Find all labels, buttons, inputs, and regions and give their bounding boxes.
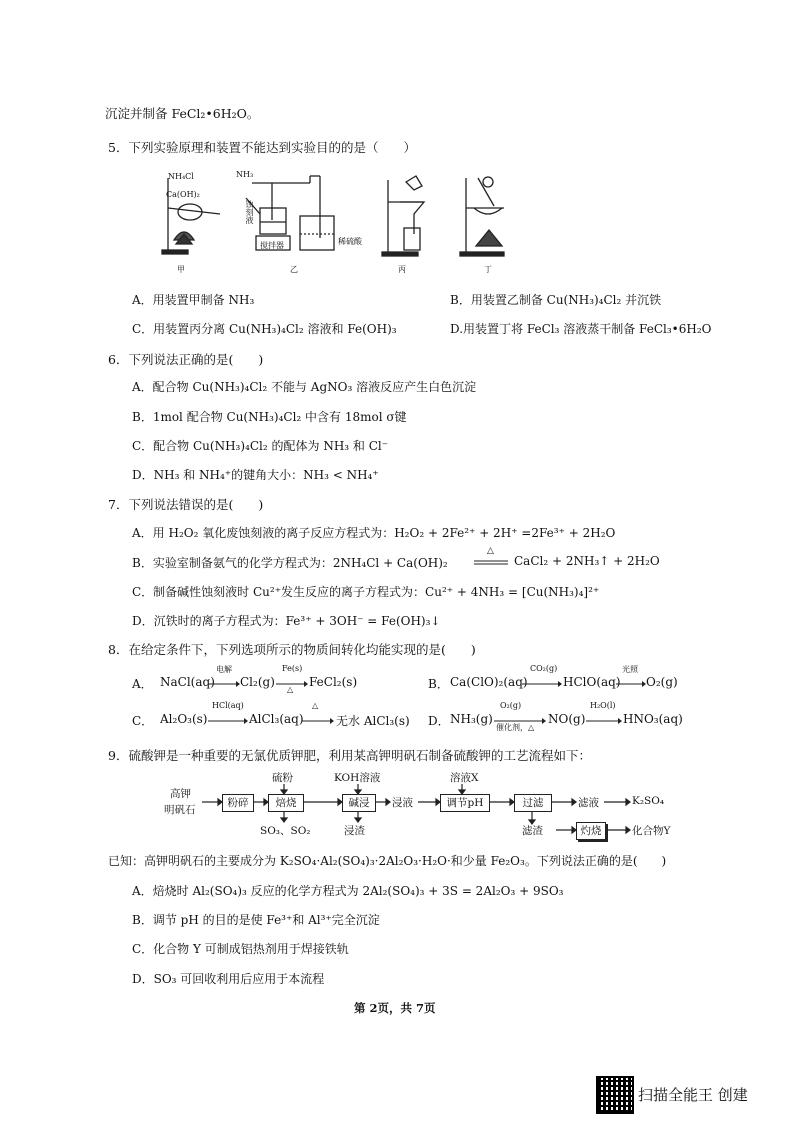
q6-option-a: A．配合物 Cu(NH₃)₄Cl₂ 不能与 AgNO₃ 溶液反应产生白色沉淀 (132, 380, 477, 394)
q8-c-s2: AlCl₃(aq) (249, 712, 304, 726)
flow-step-alkali-leach: 碱浸 (342, 794, 376, 812)
q8-b-s1: Ca(ClO)₂(aq) (450, 675, 528, 689)
q8-c-s1: Al₂O₃(s) (160, 712, 208, 726)
q8-b-c1: CO₂(g) (530, 664, 558, 673)
q6-option-c: C．配合物 Cu(NH₃)₄Cl₂ 的配体为 NH₃ 和 Cl⁻ (132, 439, 389, 453)
yi-etchant: 蚀刻液 (245, 200, 254, 224)
q5-stem: 5．下列实验原理和装置不能达到实验目的的是（ ） (108, 140, 416, 155)
q8-d-c2: H₂O(l) (590, 701, 616, 710)
flow-product-y: 化合物Y (632, 825, 671, 837)
flow-raw-line2: 明矾石 (164, 804, 196, 816)
scanner-watermark: 扫描全能王 创建 (638, 1086, 748, 1104)
q8-d-s3: HNO₃(aq) (623, 712, 683, 726)
label-yi: 乙 (290, 265, 298, 274)
q8-b-s3: O₂(g) (646, 675, 678, 689)
flow-add-koh: KOH溶液 (334, 772, 381, 784)
q7-option-d: D．沉铁时的离子方程式为：Fe³⁺ + 3OH⁻ = Fe(OH)₃↓ (132, 614, 441, 628)
q8-d-s2: NO(g) (548, 712, 586, 726)
q8-c-label: C． (132, 714, 154, 728)
flow-filter-residue: 滤渣 (522, 825, 543, 837)
q8-b-c2: 光照 (622, 665, 638, 674)
q9-known: 已知：高钾明矾石的主要成分为 K₂SO₄·Al₂(SO₄)₃·2Al₂O₃·H₂O·和少量 Fe₂O₃。下列说法正确的是( ) (108, 854, 667, 868)
q7-option-b-condition: △ (487, 546, 494, 556)
q8-stem: 8．在给定条件下，下列选项所示的物质间转化均能实现的是( ) (108, 642, 476, 657)
q9-stem: 9．硫酸钾是一种重要的无氯优质钾肥，利用某高钾明矾石制备硫酸钾的工艺流程如下： (108, 748, 591, 763)
q8-d-s1: NH₃(g) (450, 712, 493, 726)
q9-option-d: D．SO₃ 可回收利用后应用于本流程 (132, 972, 325, 986)
q9-option-b: B．调节 pH 的目的是使 Fe³⁺和 Al³⁺完全沉淀 (132, 913, 380, 927)
q8-c-c2: △ (312, 701, 319, 710)
yi-acid: 稀硫酸 (338, 237, 362, 246)
label-bing: 丙 (398, 265, 406, 274)
q7-option-c: C．制备碱性蚀刻液时 Cu²⁺发生反应的离子方程式为：Cu²⁺ + 4NH₃ = [Cu(NH₃)₄]²⁺ (132, 585, 600, 599)
q5-option-c: C．用装置丙分离 Cu(NH₃)₄Cl₂ 溶液和 Fe(OH)₃ (132, 322, 397, 336)
q9-option-c: C．化合物 Y 可制成铝热剂用于焊接铁轨 (132, 942, 349, 956)
flow-raw-line1: 高钾 (170, 788, 191, 800)
q7-stem: 7．下列说法错误的是( ) (108, 497, 264, 512)
q8-a-c2: Fe(s) (282, 664, 303, 673)
label-ding: 丁 (484, 265, 492, 274)
q8-b-s2: HClO(aq) (563, 675, 621, 689)
q7-option-a: A．用 H₂O₂ 氧化废蚀刻液的离子反应方程式为：H₂O₂ + 2Fe²⁺ + 2H⁺ =2Fe³⁺ + 2H₂O (132, 526, 616, 540)
q5-option-d: D.用装置丁将 FeCl₃ 溶液蒸干制备 FeCl₃•6H₂O (450, 322, 712, 336)
q5-option-b: B．用装置乙制备 Cu(NH₃)₄Cl₂ 并沉铁 (450, 293, 662, 307)
q8-d-c1: O₂(g) (500, 701, 522, 710)
q7-option-b-rhs: CaCl₂ + 2NH₃↑ + 2H₂O (514, 554, 660, 568)
label-jia: 甲 (177, 265, 185, 274)
flow-step-crush: 粉碎 (222, 794, 254, 812)
q8-a-c1: 电解 (216, 665, 232, 674)
q8-d-label: D． (428, 714, 450, 728)
flow-add-solution-x: 溶液X (450, 772, 479, 784)
q8-a-s1: NaCl(aq) (160, 675, 215, 689)
flow-filtrate: 滤液 (578, 797, 599, 809)
flow-step-filter: 过滤 (514, 794, 552, 812)
jia-reagent1: NH₄Cl (168, 172, 194, 181)
q8-a-label: A． (132, 677, 153, 691)
flow-step-adjust-ph: 调节pH (440, 794, 490, 812)
carryover-line: 沉淀并制备 FeCl₂•6H₂O。 (105, 106, 260, 121)
flow-step-calcine: 灼烧 (576, 822, 606, 840)
qr-code-icon (596, 1076, 634, 1114)
flow-leachate: 浸液 (392, 797, 413, 809)
yi-gas: NH₃ (236, 170, 254, 179)
q8-c-c1: HCl(aq) (212, 701, 244, 710)
q8-c-s3: 无水 AlCl₃(s) (336, 714, 410, 728)
q8-a-s2: Cl₂(g) (240, 675, 275, 689)
yi-stirrer: 搅拌器 (260, 241, 284, 250)
q6-option-b: B．1mol 配合物 Cu(NH₃)₄Cl₂ 中含有 18mol σ键 (132, 410, 407, 424)
q7-option-b-lhs: B．实验室制备氨气的化学方程式为：2NH₄Cl + Ca(OH)₂ (132, 556, 448, 570)
flow-step-roast: 焙烧 (268, 794, 304, 812)
flow-product-k2so4: K₂SO₄ (632, 795, 665, 807)
q9-option-a: A．焙烧时 Al₂(SO₄)₃ 反应的化学方程式为 2Al₂(SO₄)₃ + 3S = 2Al₂O₃ + 9SO₃ (132, 884, 564, 898)
q8-d-c1b: 催化剂，△ (496, 723, 535, 732)
flow-add-sulfur: 硫粉 (272, 772, 293, 784)
q8-a-s3: FeCl₂(s) (309, 675, 358, 689)
q6-option-d: D．NH₃ 和 NH₄⁺的键角大小：NH₃ < NH₄⁺ (132, 468, 379, 482)
q5-option-a: A．用装置甲制备 NH₃ (132, 293, 255, 307)
q8-b-label: B． (428, 677, 449, 691)
q8-a-c2b: △ (287, 685, 294, 694)
flow-out-residue: 浸渣 (344, 825, 365, 837)
flow-out-so3-so2: SO₃、SO₂ (260, 825, 311, 837)
q6-stem: 6．下列说法正确的是( ) (108, 352, 264, 367)
jia-reagent2: Ca(OH)₂ (166, 190, 200, 199)
page-number: 第 2页，共 7页 (354, 1001, 436, 1015)
